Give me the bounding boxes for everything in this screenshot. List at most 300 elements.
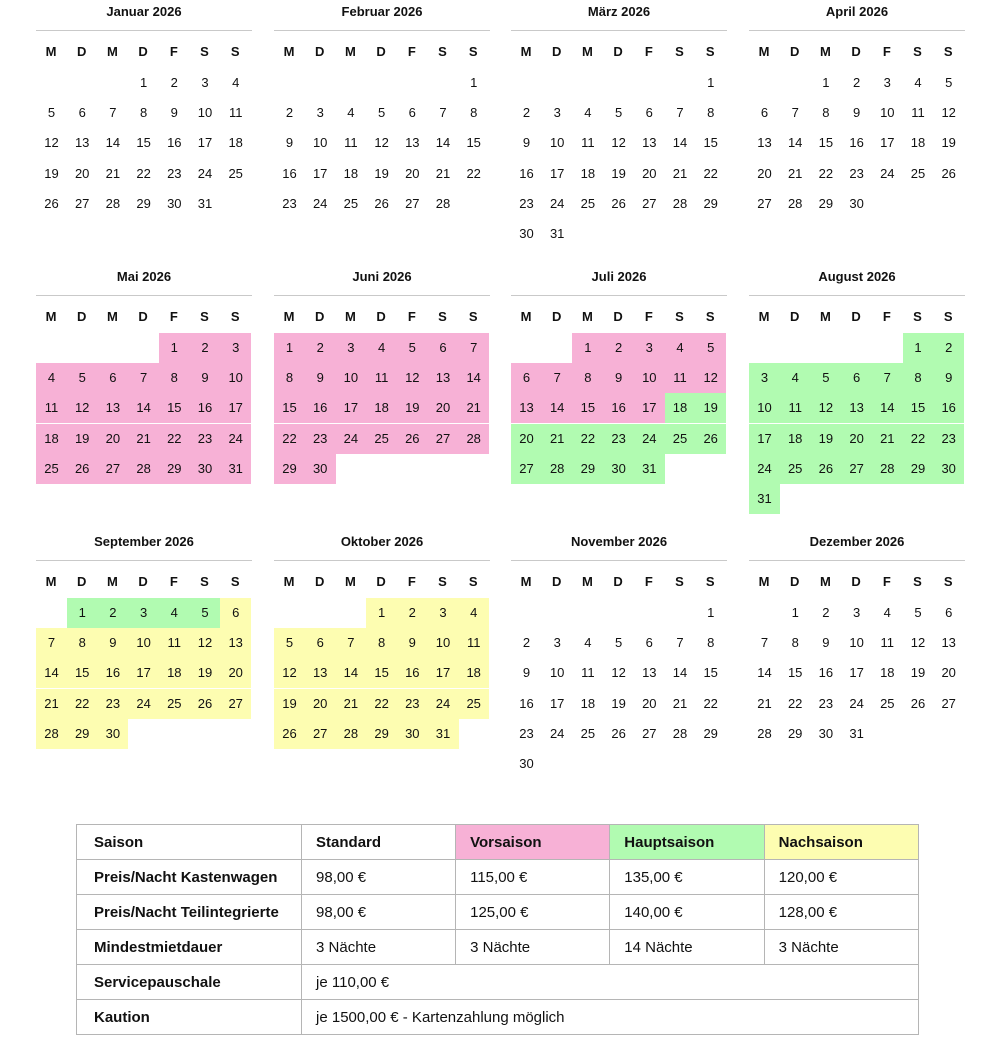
- month-title: November 2026: [570, 534, 668, 549]
- weekday-header: D: [851, 44, 861, 59]
- calendar-day: 8: [707, 635, 715, 651]
- calendar-day: 17: [312, 165, 328, 181]
- calendar-day-nachsaison: 23: [97, 689, 128, 719]
- calendar-day: 24: [880, 165, 895, 181]
- calendar-day: 2: [852, 75, 861, 90]
- calendar-day: 14: [757, 665, 772, 681]
- calendar-day-vorsaison: 8: [159, 363, 190, 393]
- calendar-day-vorsaison: 3: [220, 333, 251, 363]
- calendar-day-nachsaison: 27: [305, 719, 336, 749]
- weekday-header: M: [283, 44, 295, 59]
- calendar-day-vorsaison: 10: [335, 363, 366, 393]
- calendar-day: 21: [105, 165, 121, 181]
- month-calendar: [749, 0, 965, 260]
- calendar-day: 4: [883, 605, 891, 620]
- calendar-day: 20: [941, 665, 956, 681]
- calendar-day-nachsaison: 24: [428, 689, 459, 719]
- calendar-day: 4: [914, 75, 922, 90]
- calendar-day-hauptsaison: 29: [572, 454, 603, 484]
- calendar-day-nachsaison: 30: [397, 719, 428, 749]
- calendar-day-hauptsaison: 15: [903, 393, 934, 423]
- calendar-day: 11: [344, 135, 358, 151]
- calendar-day: 19: [910, 665, 926, 681]
- calendar-day: 23: [167, 165, 182, 181]
- calendar-day-vorsaison: 2: [190, 333, 221, 363]
- calendar-day-nachsaison: 7: [36, 628, 67, 658]
- calendar-day: 5: [47, 105, 56, 121]
- calendar-day: 2: [522, 105, 531, 121]
- calendar-day-hauptsaison: 19: [810, 424, 841, 454]
- calendar-day-vorsaison: 2: [305, 333, 336, 363]
- calendar-day: 29: [136, 195, 151, 211]
- weekday-header: M: [581, 574, 593, 589]
- month-calendar: [36, 0, 252, 260]
- calendar-day: 30: [519, 756, 534, 771]
- calendar-day-nachsaison: 15: [67, 658, 98, 688]
- calendar-day: 5: [614, 635, 623, 651]
- calendar-day: 2: [285, 105, 294, 121]
- calendar-day-nachsaison: 18: [458, 658, 489, 688]
- mindestmietdauer-row: [77, 930, 919, 965]
- calendar-day-hauptsaison: 22: [903, 424, 934, 454]
- calendar-day: 18: [343, 165, 359, 181]
- calendar-day-nachsaison: 15: [366, 658, 397, 688]
- calendar-day: 5: [614, 105, 623, 121]
- calendar-day: 9: [285, 135, 294, 151]
- weekday-header: S: [705, 574, 715, 589]
- calendar-day-vorsaison: 13: [511, 393, 542, 423]
- calendar-day: 1: [707, 75, 715, 90]
- calendar-day-hauptsaison: 17: [749, 424, 780, 454]
- calendar-day: 11: [911, 105, 925, 121]
- calendar-day: 28: [105, 195, 121, 211]
- calendar-day: 12: [374, 135, 389, 151]
- calendar-day-nachsaison: 31: [428, 719, 459, 749]
- calendar-day-vorsaison: 6: [511, 363, 542, 393]
- calendar-day-hauptsaison: 1: [67, 598, 98, 628]
- calendar-day: 10: [849, 635, 864, 651]
- calendar-day: 9: [170, 105, 178, 121]
- calendar-day: 9: [822, 635, 830, 651]
- calendar-day: 2: [170, 75, 178, 90]
- weekday-header: D: [376, 574, 386, 589]
- calendar-day-hauptsaison: 30: [603, 454, 634, 484]
- calendar-day: 28: [787, 195, 803, 211]
- weekday-header: D: [138, 44, 148, 59]
- calendar-day-nachsaison: 13: [305, 658, 336, 688]
- calendar-day: 18: [228, 135, 243, 151]
- weekday-header: S: [943, 574, 953, 589]
- calendar-day-vorsaison: 26: [397, 424, 428, 454]
- calendar-day-vorsaison: 20: [428, 393, 459, 423]
- weekday-header: D: [551, 44, 562, 59]
- weekday-header: D: [76, 574, 87, 589]
- calendar-day-vorsaison: 5: [67, 363, 98, 393]
- calendar-day: 6: [760, 105, 769, 121]
- calendar-day: 31: [197, 195, 213, 211]
- calendar-day: 30: [849, 195, 864, 211]
- teilintegrierte-nachsaison: 128,00 €: [764, 895, 918, 930]
- weekday-header: D: [789, 44, 800, 59]
- calendar-day: 15: [818, 135, 834, 151]
- calendar-day: 22: [466, 165, 481, 181]
- calendar-day: 16: [818, 665, 834, 681]
- calendar-day: 8: [791, 635, 799, 651]
- calendar-day: 28: [672, 725, 688, 741]
- calendar-day-vorsaison: 6: [428, 333, 459, 363]
- month-calendar: [749, 265, 965, 525]
- calendar-day-nachsaison: 12: [274, 658, 305, 688]
- calendar-day-vorsaison: 13: [97, 393, 128, 423]
- servicepauschale-value: je 110,00 €: [302, 965, 919, 1000]
- calendar-day-vorsaison: 17: [634, 393, 665, 423]
- month-divider: [749, 30, 965, 31]
- calendar-day-vorsaison: 1: [572, 333, 603, 363]
- calendar-day-vorsaison: 18: [366, 393, 397, 423]
- calendar-day: 11: [581, 135, 595, 151]
- teilintegrierte-row: [77, 895, 919, 930]
- calendar-day-vorsaison: 23: [190, 424, 221, 454]
- calendar-day-hauptsaison: 16: [933, 393, 964, 423]
- month-divider: [749, 560, 965, 561]
- weekday-header: S: [438, 44, 447, 59]
- calendar-day-nachsaison: 17: [128, 658, 159, 688]
- calendar-day-vorsaison: 15: [572, 393, 603, 423]
- mindestmietdauer-vorsaison: 3 Nächte: [456, 930, 610, 965]
- price-table: [76, 824, 919, 1035]
- calendar-day-vorsaison: 6: [97, 363, 128, 393]
- calendar-day: 7: [760, 635, 769, 651]
- calendar-day: 29: [703, 725, 718, 741]
- calendar-day: 6: [645, 105, 653, 121]
- weekday-header: M: [106, 574, 118, 589]
- month-divider: [511, 560, 727, 561]
- calendar-day-vorsaison: 16: [603, 393, 634, 423]
- calendar-day-nachsaison: 14: [36, 658, 67, 688]
- month-title: Mai 2026: [116, 269, 172, 284]
- calendar-day: 17: [549, 695, 565, 711]
- calendar-day-hauptsaison: 21: [872, 424, 903, 454]
- calendar-day-vorsaison: 29: [274, 454, 305, 484]
- calendar-day: 6: [78, 105, 86, 121]
- weekday-header: M: [520, 574, 532, 589]
- calendar-day-hauptsaison: 6: [841, 363, 872, 393]
- calendar-day: 30: [818, 725, 834, 741]
- weekday-header: M: [581, 44, 593, 59]
- calendar-day: 26: [44, 195, 59, 211]
- kastenwagen-label: Preis/Nacht Kastenwagen: [77, 860, 302, 895]
- calendar-day-nachsaison: 22: [67, 689, 98, 719]
- calendar-day: 9: [852, 105, 861, 121]
- calendar-day: 2: [822, 605, 830, 620]
- calendar-day: 15: [466, 135, 481, 151]
- calendar-day: 28: [757, 725, 772, 741]
- calendar-day: 24: [197, 165, 213, 181]
- weekday-header: D: [613, 44, 623, 59]
- calendar-day-vorsaison: 2: [603, 333, 634, 363]
- calendar-day-nachsaison: 9: [397, 628, 428, 658]
- month-title: Dezember 2026: [809, 534, 905, 549]
- calendar-day-nachsaison: 4: [458, 598, 489, 628]
- weekday-header: M: [283, 574, 295, 589]
- calendar-day: 8: [470, 105, 478, 121]
- calendar-day-hauptsaison: 3: [128, 598, 159, 628]
- weekday-header: M: [45, 574, 57, 589]
- weekday-header: F: [882, 309, 891, 324]
- calendar-day: 15: [136, 135, 151, 151]
- calendar-day: 10: [549, 135, 565, 151]
- calendar-day-nachsaison: 11: [159, 628, 190, 658]
- calendar-day: 10: [197, 105, 213, 121]
- calendar-day: 20: [642, 695, 657, 711]
- month-divider: [36, 560, 252, 561]
- calendar-day: 29: [818, 195, 834, 211]
- calendar-day-vorsaison: 12: [695, 363, 726, 393]
- weekday-header: M: [758, 44, 770, 59]
- weekday-header: S: [230, 574, 240, 589]
- weekday-header: S: [675, 44, 684, 59]
- calendar-day-nachsaison: 3: [428, 598, 459, 628]
- month-title: April 2026: [825, 4, 889, 19]
- calendar-day: 14: [105, 135, 121, 151]
- calendar-day-vorsaison: 11: [36, 393, 67, 423]
- calendar-day-nachsaison: 23: [397, 689, 428, 719]
- weekday-header: S: [230, 44, 240, 59]
- calendar-day: 9: [522, 135, 531, 151]
- calendar-day-vorsaison: 24: [335, 424, 366, 454]
- calendar-day: 13: [642, 135, 657, 151]
- weekday-header: S: [200, 574, 209, 589]
- calendar-day: 27: [642, 725, 657, 741]
- calendar-day: 29: [787, 725, 803, 741]
- weekday-header: S: [675, 574, 684, 589]
- calendar-day: 3: [553, 635, 561, 651]
- calendar-day: 27: [941, 695, 956, 711]
- calendar-day-hauptsaison: 31: [749, 484, 780, 514]
- calendar-day: 28: [435, 195, 451, 211]
- calendar-day: 23: [519, 195, 534, 211]
- calendar-day: 26: [611, 725, 626, 741]
- calendar-day-nachsaison: 9: [97, 628, 128, 658]
- calendar-day: 6: [945, 605, 953, 620]
- weekday-header: S: [913, 574, 922, 589]
- calendar-day: 25: [580, 725, 596, 741]
- calendar-day-nachsaison: 28: [335, 719, 366, 749]
- mindestmietdauer-nachsaison: 3 Nächte: [764, 930, 918, 965]
- weekday-header: M: [520, 44, 532, 59]
- calendar-day: 19: [374, 165, 389, 181]
- calendar-day: 10: [312, 135, 328, 151]
- weekday-header: D: [789, 309, 800, 324]
- calendar-day-nachsaison: 12: [190, 628, 221, 658]
- month-title: Juni 2026: [352, 269, 412, 284]
- calendar-day: 30: [519, 226, 534, 241]
- calendar-day: 29: [703, 195, 718, 211]
- calendar-day: 30: [167, 195, 182, 211]
- month-divider: [36, 295, 252, 296]
- weekday-header: D: [376, 44, 386, 59]
- calendar-day-vorsaison: 21: [128, 424, 159, 454]
- calendar-day-nachsaison: 25: [159, 689, 190, 719]
- month-divider: [749, 295, 965, 296]
- calendar-day-nachsaison: 21: [36, 689, 67, 719]
- calendar-day-nachsaison: 11: [458, 628, 489, 658]
- calendar-day: 13: [642, 665, 657, 681]
- vorsaison-header: Vorsaison: [456, 825, 610, 860]
- calendar-day: 10: [549, 665, 565, 681]
- calendar-day-nachsaison: 7: [335, 628, 366, 658]
- weekday-header: M: [45, 309, 57, 324]
- calendar-day-vorsaison: 22: [159, 424, 190, 454]
- calendar-day: 1: [791, 605, 799, 620]
- month-calendar: [274, 265, 490, 525]
- calendar-day: 17: [880, 135, 895, 151]
- calendar-day-vorsaison: 22: [274, 424, 305, 454]
- calendar-day: 16: [519, 695, 534, 711]
- calendar-day-hauptsaison: 20: [841, 424, 872, 454]
- calendar-day: 18: [880, 665, 895, 681]
- calendar-day-vorsaison: 24: [220, 424, 251, 454]
- calendar-day-nachsaison: 26: [190, 689, 221, 719]
- calendar-day: 14: [672, 665, 688, 681]
- calendar-day-vorsaison: 4: [665, 333, 696, 363]
- calendar-day: 9: [522, 665, 531, 681]
- calendar-day-nachsaison: 5: [274, 628, 305, 658]
- calendar-day: 13: [941, 635, 956, 651]
- calendar-day-vorsaison: 9: [305, 363, 336, 393]
- calendar-day-nachsaison: 29: [67, 719, 98, 749]
- calendar-day: 3: [553, 105, 561, 121]
- calendar-day: 25: [910, 165, 926, 181]
- calendar-day: 15: [703, 665, 718, 681]
- calendar-day: 14: [435, 135, 451, 151]
- calendar-day-vorsaison: 12: [397, 363, 428, 393]
- calendar-day: 14: [787, 135, 803, 151]
- calendar-day-nachsaison: 14: [335, 658, 366, 688]
- calendar-day: 24: [549, 725, 565, 741]
- calendar-day: 15: [787, 665, 803, 681]
- weekday-header: S: [468, 44, 478, 59]
- calendar-day: 17: [849, 665, 864, 681]
- calendar-day: 3: [883, 75, 891, 90]
- calendar-day-nachsaison: 25: [458, 689, 489, 719]
- weekday-header: D: [138, 574, 148, 589]
- calendar-day: 19: [941, 135, 956, 151]
- calendar-day-hauptsaison: 5: [190, 598, 221, 628]
- calendar-day: 3: [316, 105, 324, 121]
- weekday-header: S: [468, 574, 478, 589]
- month-divider: [274, 560, 490, 561]
- calendar-day-vorsaison: 10: [220, 363, 251, 393]
- weekday-header: D: [551, 309, 562, 324]
- weekday-header: M: [45, 44, 57, 59]
- calendar-day-nachsaison: 28: [36, 719, 67, 749]
- calendar-day-hauptsaison: 20: [511, 424, 542, 454]
- month-divider: [511, 30, 727, 31]
- weekday-header: M: [344, 309, 356, 324]
- calendar-day: 17: [549, 165, 565, 181]
- month-divider: [274, 295, 490, 296]
- price-table-header-row: [77, 825, 919, 860]
- weekday-header: S: [230, 309, 240, 324]
- calendar-day-hauptsaison: 25: [665, 424, 696, 454]
- calendar-day-hauptsaison: 18: [780, 424, 811, 454]
- calendar-day: 21: [787, 165, 803, 181]
- calendar-day-hauptsaison: 28: [872, 454, 903, 484]
- calendar-day: 19: [44, 165, 59, 181]
- calendar-day: 28: [672, 195, 688, 211]
- weekday-header: M: [344, 574, 356, 589]
- month-calendar: [511, 265, 727, 525]
- calendar-day: 26: [941, 165, 956, 181]
- weekday-header: F: [407, 44, 416, 59]
- hauptsaison-header: Hauptsaison: [610, 825, 764, 860]
- calendar-day: 13: [757, 135, 772, 151]
- calendar-day: 5: [945, 75, 953, 90]
- calendar-day: 21: [672, 695, 688, 711]
- weekday-header: S: [468, 309, 478, 324]
- calendar-day-hauptsaison: 29: [903, 454, 934, 484]
- weekday-header: M: [581, 309, 593, 324]
- calendar-day-hauptsaison: 25: [780, 454, 811, 484]
- calendar-day: 11: [880, 635, 895, 651]
- month-title: Juli 2026: [591, 269, 647, 284]
- calendar-day-vorsaison: 9: [190, 363, 221, 393]
- calendar-day-vorsaison: 14: [542, 393, 573, 423]
- weekday-header: D: [851, 574, 861, 589]
- calendar-day: 13: [405, 135, 420, 151]
- weekday-header: M: [344, 44, 356, 59]
- calendar-day-hauptsaison: 31: [634, 454, 665, 484]
- calendar-day: 7: [676, 635, 684, 651]
- weekday-header: M: [283, 309, 295, 324]
- calendar-day: 25: [228, 165, 243, 181]
- calendar-day: 6: [408, 105, 416, 121]
- calendar-day-hauptsaison: 8: [903, 363, 934, 393]
- month-title: März 2026: [587, 4, 651, 19]
- calendar-day: 20: [757, 165, 772, 181]
- month-title: Februar 2026: [341, 4, 423, 19]
- servicepauschale-row: [77, 965, 919, 1000]
- month-calendar: [511, 530, 727, 790]
- calendar-day-vorsaison: 25: [366, 424, 397, 454]
- calendar-day: 22: [703, 695, 718, 711]
- weekday-header: M: [520, 309, 532, 324]
- weekday-header: D: [314, 574, 325, 589]
- calendar-day: 19: [611, 165, 626, 181]
- month-calendar: [274, 530, 490, 790]
- weekday-header: D: [138, 309, 148, 324]
- calendar-day-hauptsaison: 5: [810, 363, 841, 393]
- kastenwagen-row: [77, 860, 919, 895]
- calendar-day: 24: [549, 195, 565, 211]
- calendar-day: 12: [910, 635, 926, 651]
- calendar-day: 22: [787, 695, 803, 711]
- weekday-header: F: [644, 309, 653, 324]
- calendar-day-vorsaison: 17: [220, 393, 251, 423]
- calendar-day-hauptsaison: 27: [841, 454, 872, 484]
- weekday-header: D: [851, 309, 861, 324]
- month-calendar: [511, 0, 727, 260]
- calendar-day: 26: [611, 195, 626, 211]
- calendar-day-hauptsaison: 21: [542, 424, 573, 454]
- calendar-day: 20: [405, 165, 420, 181]
- calendar-day-nachsaison: 18: [159, 658, 190, 688]
- calendar-day-nachsaison: 19: [274, 689, 305, 719]
- month-title: Januar 2026: [106, 4, 182, 19]
- calendar-day: 24: [849, 695, 864, 711]
- weekday-header: S: [943, 44, 953, 59]
